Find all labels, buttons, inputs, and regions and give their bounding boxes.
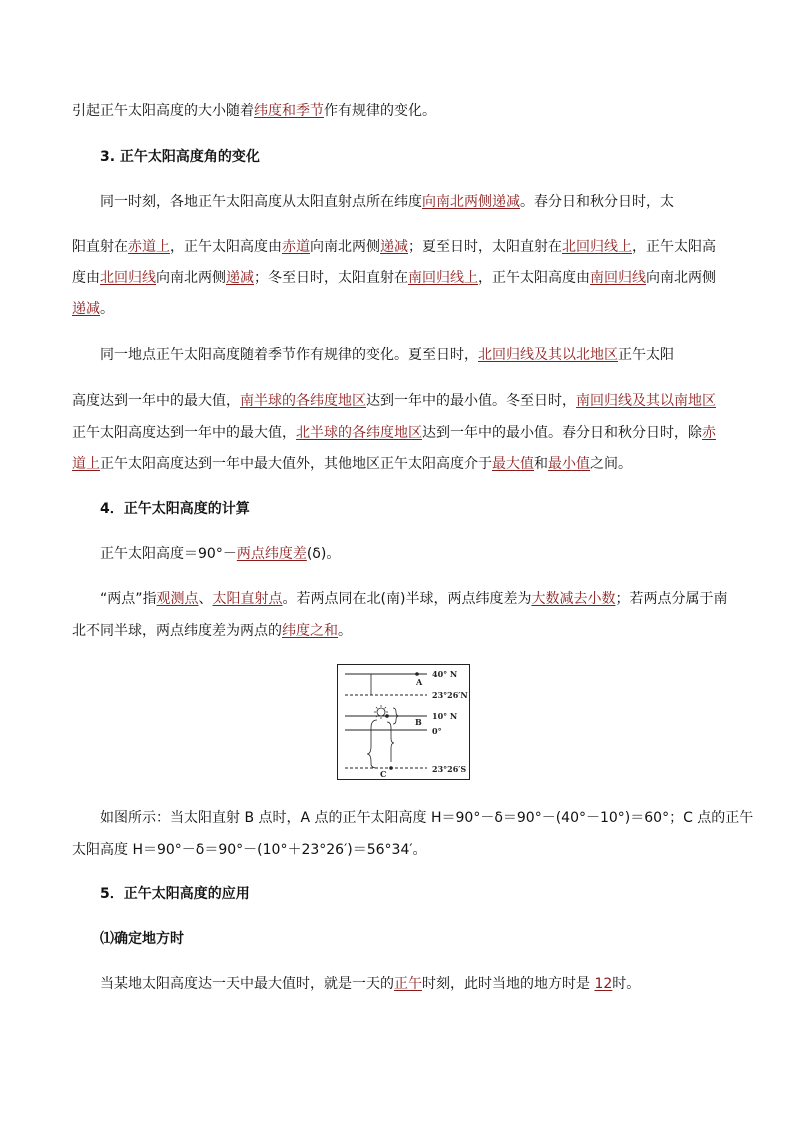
point-c-label: C <box>380 769 387 779</box>
paragraph-line: 阳直射在赤道上，正午太阳高度由赤道向南北两侧递减；夏至日时，太阳直射在北回归线上，正午太阳高 <box>72 239 716 255</box>
key-term: 南回归线及其以南地区 <box>576 393 716 409</box>
paragraph-latitude-season: 引起正午太阳高度的大小随着纬度和季节作有规律的变化。 <box>72 103 436 119</box>
paragraph-line: 正午太阳高度达到一年中的最大值，北半球的各纬度地区达到一年中的最小值。春分日和秋分日时，除赤 <box>72 425 716 441</box>
paragraph-formula: 正午太阳高度＝90°－两点纬度差(δ)。 <box>100 546 341 562</box>
key-term: 赤 <box>702 425 716 441</box>
latitude-label-40n: 40° N <box>432 669 458 679</box>
point-a-label: A <box>416 677 423 687</box>
key-term: 南半球的各纬度地区 <box>240 393 366 409</box>
key-term: 南回归线上 <box>408 270 478 286</box>
latitude-diagram <box>337 664 470 780</box>
paragraph-example: 如图所示：当太阳直射 B 点时，A 点的正午太阳高度 H＝90°－δ＝90°－(40°－10°)＝60°；C 点的正午 <box>100 810 754 826</box>
latitude-label-23s: 23°26′S <box>432 764 467 774</box>
latitude-label-equator: 0° <box>432 726 442 736</box>
key-term: 递减 <box>226 270 254 286</box>
key-term: 北半球的各纬度地区 <box>296 425 422 441</box>
point-b-label: B <box>415 717 422 727</box>
key-term: 北回归线 <box>100 270 156 286</box>
latitude-label-23n: 23°26′N <box>432 690 468 700</box>
section-heading-5: 5．正午太阳高度的应用 <box>100 886 250 902</box>
key-term: 最小值 <box>548 456 590 472</box>
key-term: 向南北两侧递减 <box>422 194 520 210</box>
paragraph-local-time: 当某地太阳高度达一天中最大值时，就是一天的正午时刻，此时当地的地方时是 12时。 <box>100 976 641 992</box>
key-term: 赤道上 <box>128 239 170 255</box>
key-term: 北回归线上 <box>562 239 632 255</box>
key-term: 12 <box>594 976 613 992</box>
subheading-local-time: ⑴确定地方时 <box>100 931 184 947</box>
key-term: 最大值 <box>492 456 534 472</box>
paragraph-line: 北不同半球，两点纬度差为两点的纬度之和。 <box>72 623 352 639</box>
paragraph-line: 道上正午太阳高度达到一年中最大值外，其他地区正午太阳高度介于最大值和最小值之间。 <box>72 456 632 472</box>
key-term: 观测点 <box>156 591 199 607</box>
point-b-dot <box>385 714 389 718</box>
key-term: 纬度之和 <box>282 623 338 639</box>
paragraph-line: 递减。 <box>72 301 114 317</box>
paragraph-line: 太阳高度 H＝90°－δ＝90°－(10°＋23°26′)＝56°34′。 <box>72 842 427 858</box>
point-c-dot <box>389 766 393 770</box>
key-term: 南回归线 <box>590 270 646 286</box>
paragraph-same-place: 同一地点正午太阳高度随着季节作有规律的变化。夏至日时，北回归线及其以北地区正午太阳 <box>100 347 674 363</box>
key-term: 太阳直射点 <box>212 591 283 607</box>
paragraph-line: 度由北回归线向南北两侧递减；冬至日时，太阳直射在南回归线上，正午太阳高度由南回归线向南北两侧 <box>72 270 716 286</box>
latitude-label-10n: 10° N <box>432 711 458 721</box>
paragraph-line: 高度达到一年中的最大值，南半球的各纬度地区达到一年中的最小值。冬至日时，南回归线及其以南地区 <box>72 393 716 409</box>
key-term: 赤道 <box>282 239 310 255</box>
key-term: 两点纬度差 <box>236 546 307 562</box>
key-term: 纬度和季节 <box>254 103 324 119</box>
diagram-frame <box>338 665 470 780</box>
section-heading-4: 4．正午太阳高度的计算 <box>100 501 250 517</box>
key-term: 道上 <box>72 456 100 472</box>
paragraph-two-points: “两点”指观测点、太阳直射点。若两点同在北(南)半球，两点纬度差为大数减去小数；若两点分属于南 <box>100 591 728 607</box>
key-term: 递减 <box>72 301 100 317</box>
key-term: 正午 <box>394 976 422 992</box>
key-term: 大数减去小数 <box>531 591 616 607</box>
key-term: 递减 <box>380 239 408 255</box>
key-term: 北回归线及其以北地区 <box>478 347 618 363</box>
section-heading-3: 3. 正午太阳高度角的变化 <box>100 149 260 165</box>
paragraph-same-time: 同一时刻，各地正午太阳高度从太阳直射点所在纬度向南北两侧递减。春分日和秋分日时，太 <box>100 194 674 210</box>
